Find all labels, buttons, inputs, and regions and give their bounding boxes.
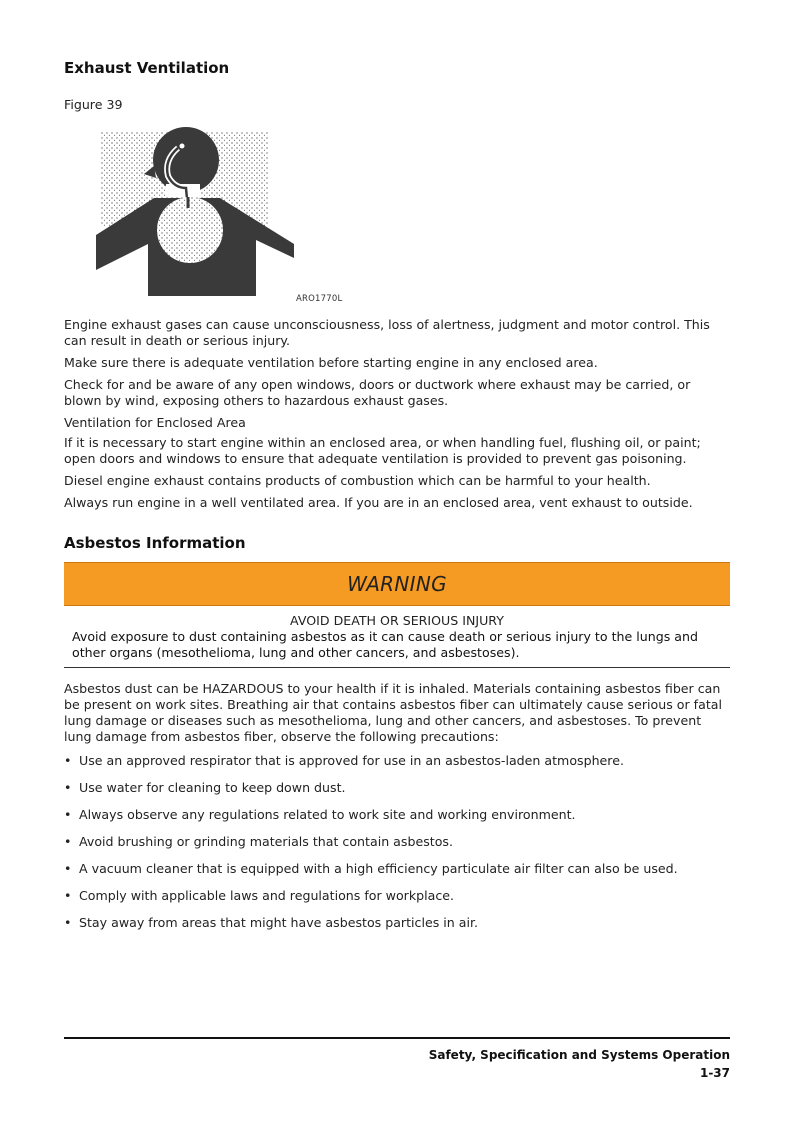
asbestos-body — [64, 681, 730, 942]
asbestos-intro: Asbestos dust can be HAZARDOUS to your health if it is inhaled. Materials containing asbestos fiber can be present on work sites. Breathing air that contains asbestos fiber can ultimately cause serious or fatal lung damage or diseases such as mesothelioma, lung and other cancers, and asbestoses. To prevent lung damage from asbestos fiber, observe the following precautions: — [64, 681, 722, 744]
precautions-list — [64, 753, 730, 931]
paragraph: If it is necessary to start engine within an enclosed area, or when handling fuel, flushing oil, or paint; open doors and windows to ensure that adequate ventilation is provided to prevent gas poisoning. — [64, 435, 701, 466]
warning-title: WARNING — [347, 572, 447, 596]
paragraph: Always run engine in a well ventilated area. If you are in an enclosed area, vent exhaust to outside. — [64, 495, 693, 510]
list-item-text: Avoid brushing or grinding materials that contain asbestos. — [79, 834, 453, 849]
list-item — [64, 834, 730, 850]
subheading-enclosed-area: Ventilation for Enclosed Area — [64, 415, 246, 430]
paragraph: Check for and be aware of any open windows, doors or ductwork where exhaust may be carried, or blown by wind, exposing others to hazardous exhaust gases. — [64, 377, 691, 408]
list-item-text: Use water for cleaning to keep down dust. — [79, 780, 346, 795]
list-item — [64, 807, 730, 823]
paragraph: Engine exhaust gases can cause unconsciousness, loss of alertness, judgment and motor control. This can result in death or serious injury. — [64, 317, 710, 348]
list-item — [64, 915, 730, 931]
bullet: • — [64, 780, 72, 795]
exhaust-hazard-figure — [96, 122, 296, 297]
warning-bottom-rule — [64, 667, 730, 668]
warning-banner — [64, 562, 730, 606]
figure-label: Figure 39 — [64, 97, 123, 112]
paragraph: Diesel engine exhaust contains products of combustion which can be harmful to your health. — [64, 473, 651, 488]
bullet: • — [64, 861, 72, 876]
list-item-text: Use an approved respirator that is approved for use in an asbestos-laden atmosphere. — [79, 753, 624, 768]
bullet: • — [64, 807, 72, 822]
figure-code: ARO1770L — [296, 294, 343, 304]
list-item-text: Stay away from areas that might have asbestos particles in air. — [79, 915, 478, 930]
warning-subtitle: AVOID DEATH OR SERIOUS INJURY — [290, 613, 504, 628]
list-item-text: A vacuum cleaner that is equipped with a high efficiency particulate air filter can also be used. — [79, 861, 678, 876]
list-item-text: Comply with applicable laws and regulations for workplace. — [79, 888, 455, 903]
list-item-text: Always observe any regulations related to work site and working environment. — [79, 807, 576, 822]
section-title-exhaust: Exhaust Ventilation — [64, 59, 230, 77]
footer-rule — [64, 1037, 730, 1039]
inhalation-hazard-icon — [96, 122, 296, 297]
bullet: • — [64, 888, 72, 903]
section-title-asbestos: Asbestos Information — [64, 534, 246, 552]
bullet: • — [64, 753, 72, 768]
bullet: • — [64, 834, 72, 849]
page-number: 1-37 — [699, 1066, 730, 1080]
list-item — [64, 861, 730, 877]
list-item — [64, 780, 730, 796]
list-item — [64, 753, 730, 769]
paragraph: Make sure there is adequate ventilation before starting engine in any enclosed area. — [64, 355, 598, 370]
page-footer — [429, 1046, 730, 1082]
bullet: • — [64, 915, 72, 930]
list-item — [64, 888, 730, 904]
warning-text: Avoid exposure to dust containing asbestos as it can cause death or serious injury to the lungs and other organs (mesothelioma, lung and other cancers, and asbestoses). — [72, 629, 698, 660]
footer-section-title: Safety, Specification and Systems Operation — [428, 1048, 730, 1062]
warning-box — [64, 562, 730, 668]
exhaust-body — [64, 317, 730, 517]
